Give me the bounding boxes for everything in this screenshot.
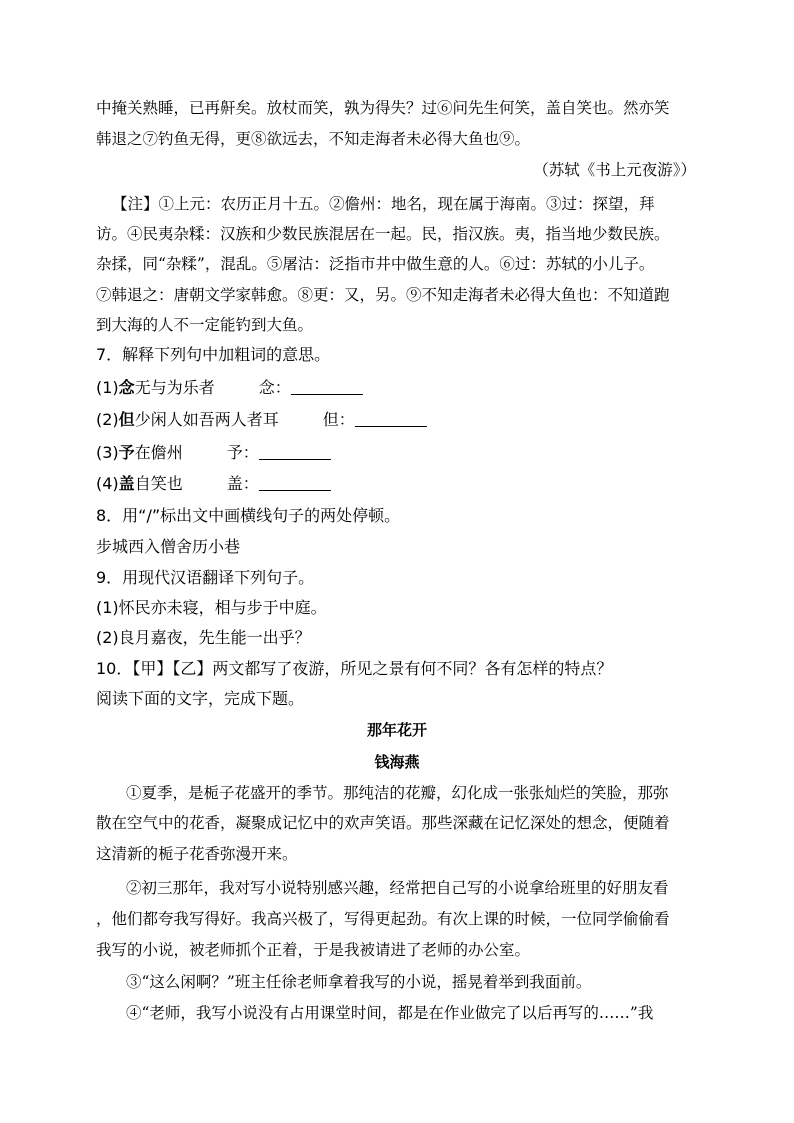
- question-10-stem: 10．【甲】【乙】两文都写了夜游，所见之景有何不同？各有怎样的特点？: [96, 659, 613, 678]
- question-7-item: (2)但少闲人如吾两人者耳 但：: [96, 410, 427, 430]
- notes-line: ⑦韩退之：唐朝文学家韩愈。⑧更：又，另。⑨不知走海者未必得大鱼也：不知道跑: [96, 286, 670, 304]
- article-line: 这清新的栀子花香弥漫开来。: [96, 845, 298, 863]
- article-line: ③“这么闲啊？”班主任徐老师拿着我写的小说，摇晃着举到我面前。: [126, 973, 592, 991]
- article-line: ④“老师，我写小说没有占用课堂时间，都是在作业做完了以后再写的……”我: [126, 1004, 654, 1022]
- question-7-item: (3)予在儋州 予：: [96, 443, 331, 463]
- question-9-item: (2)良月嘉夜，先生能一出乎？: [96, 628, 311, 647]
- notes-line: 访。④民夷杂糅：汉族和少数民族混居在一起。民，指汉族。夷，指当地少数民族。: [96, 225, 670, 243]
- article-title: 那年花开: [366, 721, 427, 739]
- passage-source: （苏轼《书上元夜游》）: [533, 161, 696, 179]
- article-line: ①夏季，是栀子花盛开的季节。那纯洁的花瓣，幻化成一张张灿烂的笑脸，那弥: [126, 784, 669, 802]
- notes-line: 杂揉，同“杂糅”，混乱。⑤屠沽：泛指市井中做生意的人。⑥过：苏轼的小儿子。: [96, 255, 655, 273]
- question-7-item: (4)盖自笑也 盖：: [96, 474, 331, 494]
- answer-blank[interactable]: [355, 412, 427, 427]
- article-line: 散在空气中的花香，凝聚成记忆中的欢声笑语。那些深藏在记忆深处的想念，便随着: [96, 814, 670, 832]
- question-8-sentence: 步城西入僧舍历小巷: [96, 537, 241, 556]
- article-line: ②初三那年，我对写小说特别感兴趣，经常把自己写的小说拿给班里的好朋友看: [126, 879, 669, 897]
- article-line: 我写的小说，被老师抓个正着，于是我被请进了老师的办公室。: [96, 941, 531, 959]
- bold-word: 盖: [118, 474, 135, 493]
- article-author: 钱海燕: [374, 753, 420, 771]
- question-8-stem: 8．用“/”标出文中画横线句子的两处停顿。: [96, 506, 401, 525]
- passage-line: 韩退之⑦钓鱼无得，更⑧欲远去，不知走海者未必得大鱼也⑨。: [96, 130, 531, 148]
- question-7-stem: 7．解释下列句中加粗词的意思。: [96, 345, 331, 364]
- notes-line: 到大海的人不一定能钓到大鱼。: [96, 316, 314, 334]
- notes-line: 【注】①上元：农历正月十五。②儋州：地名，现在属于海南。③过：探望，拜: [112, 195, 655, 213]
- question-9-item: (1)怀民亦未寝，相与步于中庭。: [96, 598, 327, 617]
- passage-line: 中掩关熟睡，已再鼾矣。放杖而笑，孰为得失？过⑥问先生何笑，盖自笑也。然亦笑: [96, 99, 670, 117]
- question-7-item: (1)念无与为乐者 念：: [96, 378, 363, 398]
- answer-blank[interactable]: [291, 380, 363, 395]
- bold-word: 但: [118, 410, 135, 429]
- bold-word: 予: [118, 443, 135, 462]
- answer-blank[interactable]: [259, 476, 331, 491]
- article-line: ，他们都夸我写得好。我高兴极了，写得更起劲。有次上课的时候，一位同学偷偷看: [96, 910, 670, 928]
- question-9-stem: 9．用现代汉语翻译下列句子。: [96, 568, 315, 587]
- answer-blank[interactable]: [259, 445, 331, 460]
- bold-word: 念: [118, 378, 135, 397]
- reading-instruction: 阅读下面的文字，完成下题。: [96, 689, 305, 708]
